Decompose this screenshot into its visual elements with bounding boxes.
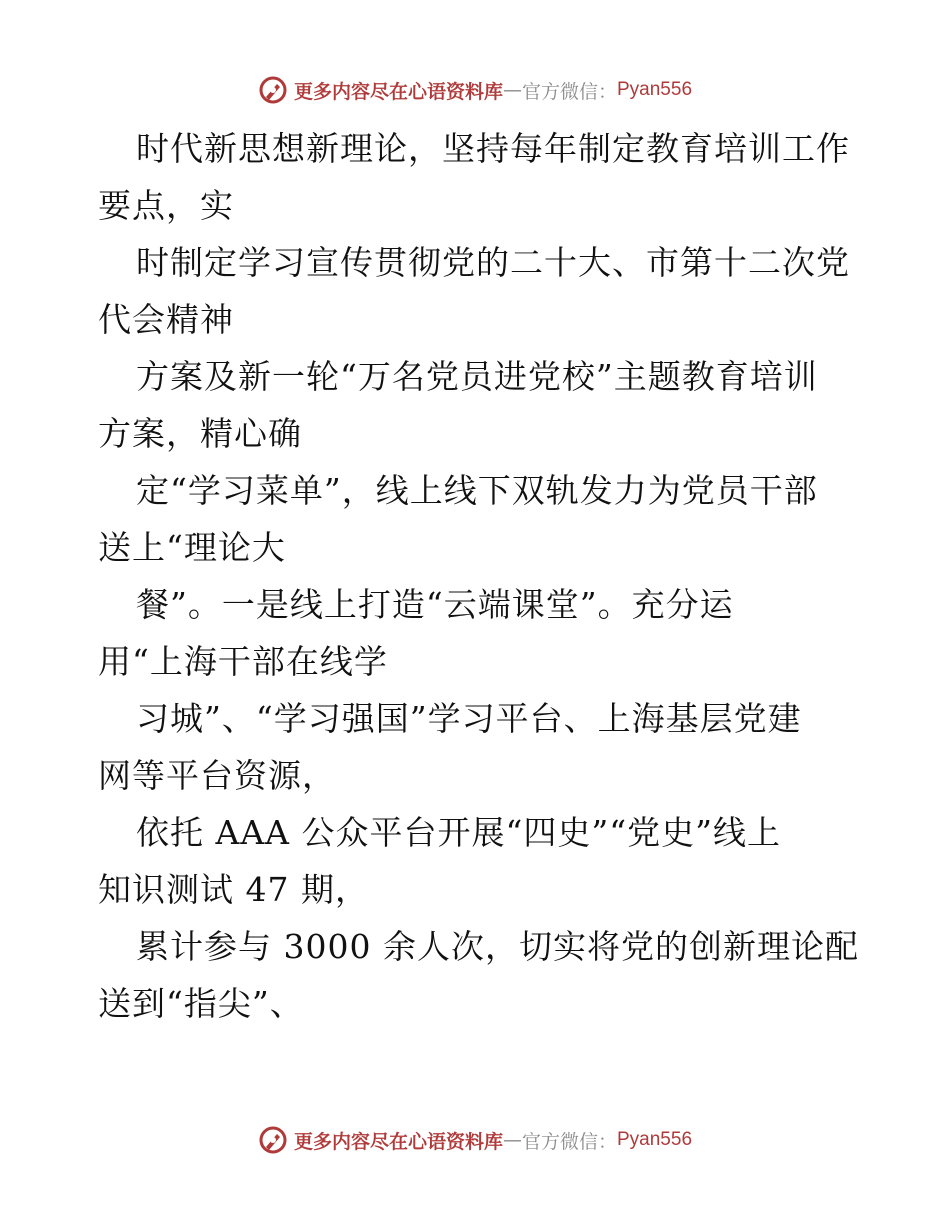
watermark-site: 更多内容尽在心语资料库 — [293, 1130, 503, 1153]
header-watermark — [0, 70, 950, 110]
footer-watermark — [0, 1120, 950, 1160]
paragraph — [98, 918, 858, 1032]
paragraph-line: 习城”、“学习强国”学习平台、上海基层党建 — [136, 699, 802, 738]
paragraph-line: 送上“理论大 — [98, 528, 286, 567]
paragraph — [98, 690, 858, 804]
paragraph-line: 餐”。一是线上打造“云端课堂”。充分运 — [136, 585, 734, 624]
paragraph-line: 定“学习菜单”，线上线下双轨发力为党员干部 — [136, 471, 818, 510]
paragraph-line: 送到“指尖”、 — [98, 984, 304, 1023]
document-body — [98, 120, 858, 1032]
paragraph — [98, 234, 858, 348]
paragraph-line: 累计参与 3000 余人次，切实将党的创新理论配 — [136, 927, 859, 966]
paragraph — [98, 462, 858, 576]
paragraph — [98, 576, 858, 690]
paragraph-line: 要点，实 — [98, 186, 234, 225]
watermark-separator: — — [502, 79, 522, 101]
paragraph-line: 代会精神 — [98, 300, 234, 339]
watermark-wechat-id: Pyan556 — [617, 1129, 693, 1150]
watermark-wechat-label: 官方微信： — [521, 80, 617, 103]
watermark-site: 更多内容尽在心语资料库 — [293, 80, 503, 103]
paragraph-line: 时代新思想新理论，坚持每年制定教育培训工作 — [136, 129, 850, 168]
paragraph-line: 时制定学习宣传贯彻党的二十大、市第十二次党 — [136, 243, 850, 282]
watermark-wechat-label: 官方微信： — [521, 1130, 617, 1153]
paragraph-line: 依托 AAA 公众平台开展“四史”“党史”线上 — [136, 813, 781, 852]
paragraph — [98, 120, 858, 234]
paragraph — [98, 804, 858, 918]
paragraph-line: 方案，精心确 — [98, 414, 302, 453]
watermark-wechat-id: Pyan556 — [617, 79, 693, 100]
paragraph-line: 方案及新一轮“万名党员进党校”主题教育培训 — [136, 357, 818, 396]
paragraph-line: 网等平台资源， — [98, 756, 336, 795]
paragraph-line: 用“上海干部在线学 — [98, 642, 388, 681]
watermark-separator: — — [502, 1129, 522, 1151]
paragraph — [98, 348, 858, 462]
paragraph-line: 知识测试 47 期， — [98, 870, 369, 909]
pen-logo-icon — [258, 75, 288, 105]
pen-logo-icon — [258, 1125, 288, 1155]
